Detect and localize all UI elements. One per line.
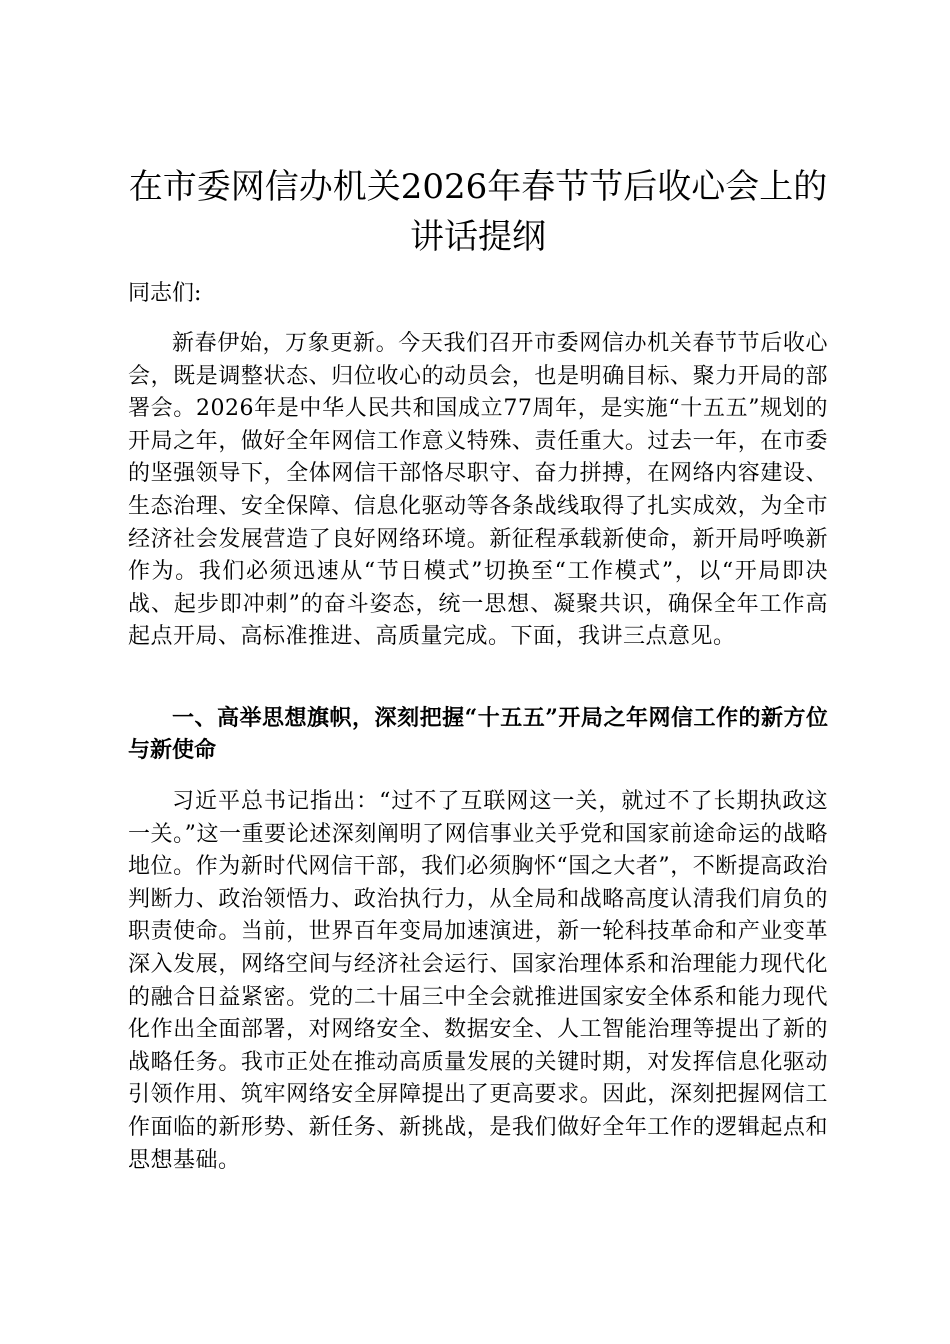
salutation: 同志们: [128, 281, 202, 306]
section-1-paragraph: 习近平总书记指出：“过不了互联网这一关，就过不了长期执政这一关。”这一重要论述深刻阐明了网信事业关乎党和国家前途命运的战略地位。作为新时代网信干部，我们必须胸怀“国之大者”，不断提高政治判断力、政治领悟力、政治执行力，从全局和战略高度认清我们肩负的职责使命。当前，世界百年变局加速演进，新一轮科技革命和产业变革深入发展，网络空间与经济社会运行、国家治理体系和治理能力现代化的融合日益紧密。党的二十届三中全会就推进国家安全体系和能力现代化作出全面部署，对网络安全、数据安全、人工智能治理等提出了新的战略任务。我市正处在推动高质量发展的关键时期，对发挥信息化驱动引领作用、筑牢网络安全屏障提出了更高要求。因此，深刻把握网信工作面临的新形势、新任务、新挑战，是我们做好全年工作的逻辑起点和思想基础。 [128, 789, 828, 1173]
section-heading-1: 一、高举思想旗帜，深刻把握“十五五”开局之年网信工作的新方位与新使命 [128, 705, 828, 763]
document-title: 在市委网信办机关2026年春节节后收心会上的讲话提纲 [128, 167, 828, 257]
intro-paragraph: 新春伊始，万象更新。今天我们召开市委网信办机关春节节后收心会，既是调整状态、归位收心的动员会，也是明确目标、聚力开局的部署会。2026年是中华人民共和国成立77周年，是实施“十五五”规划的开局之年，做好全年网信工作意义特殊、责任重大。过去一年，在市委的坚强领导下，全体网信干部恪尽职守、奋力拼搏，在网络内容建设、生态治理、安全保障、信息化驱动等各条战线取得了扎实成效，为全市经济社会发展营造了良好网络环境。新征程承载新使命，新开局呼唤新作为。我们必须迅速从“节日模式”切换至“工作模式”，以“开局即决战、起步即冲刺”的奋斗姿态，统一思想、凝聚共识，确保全年工作高起点开局、高标准推进、高质量完成。下面，我讲三点意见。 [128, 331, 828, 650]
